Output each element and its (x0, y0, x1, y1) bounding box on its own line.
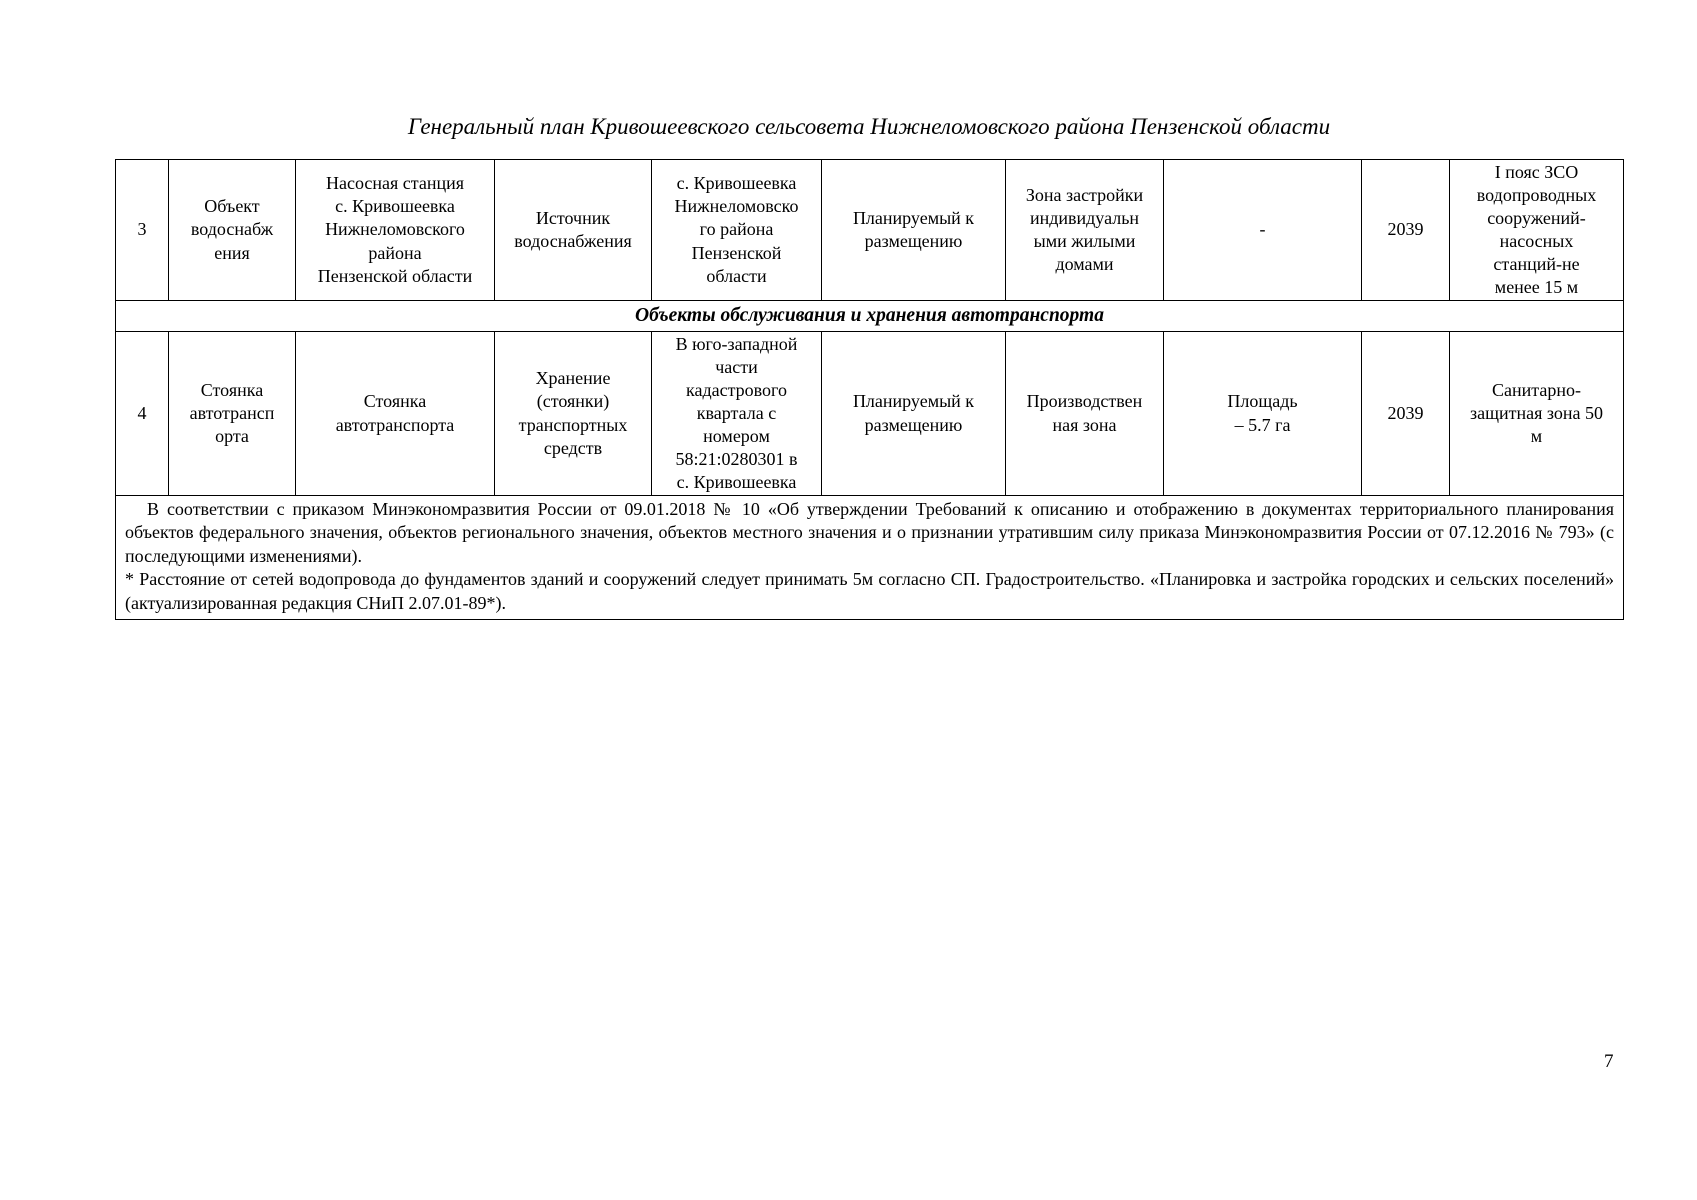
cell-location: с. Кривошеевка Нижнеломовско го района Пензенской области (652, 160, 822, 301)
cell-purpose: Источник водоснабжения (495, 160, 652, 301)
document-header: Генеральный план Кривошеевского сельсовета Нижнеломовского района Пензенской области (407, 114, 1331, 139)
page-number: 7 (1604, 1051, 1614, 1072)
cell-purpose: Хранение (стоянки) транспортных средств (495, 332, 652, 496)
notes-row (116, 496, 1624, 620)
cell-year: 2039 (1362, 332, 1450, 496)
cell-object-name: Стоянка автотранспорта (296, 332, 495, 496)
cell-number: 3 (116, 160, 169, 301)
cell-restrictions: I пояс ЗСО водопроводных сооружений- насосных станций-не менее 15 м (1450, 160, 1624, 301)
notes-cell (116, 496, 1624, 620)
table-row (116, 332, 1624, 496)
section-heading-row (116, 301, 1624, 332)
cell-characteristics: - (1164, 160, 1362, 301)
cell-restrictions: Санитарно- защитная зона 50 м (1450, 332, 1624, 496)
footnote: * Расстояние от сетей водопровода до фундаментов зданий и сооружений следует принимать 5м согласно СП. Градостроительство. «Планировка и застройка городских и сельских поселений» (актуализированная редакция СНиП 2.07.01-89*). (125, 569, 1614, 613)
cell-year: 2039 (1362, 160, 1450, 301)
cell-object-name: Насосная станция с. Кривошеевка Нижнеломовского района Пензенской области (296, 160, 495, 301)
cell-object-type: Объект водоснабж ения (169, 160, 296, 301)
cell-status: Планируемый к размещению (822, 160, 1006, 301)
section-heading: Объекты обслуживания и хранения автотранспорта (116, 301, 1624, 332)
table-row (116, 160, 1624, 301)
cell-status: Планируемый к размещению (822, 332, 1006, 496)
cell-characteristics: Площадь – 5.7 га (1164, 332, 1362, 496)
cell-zone: Производствен ная зона (1006, 332, 1164, 496)
cell-object-type: Стоянка автотрансп орта (169, 332, 296, 496)
regulation-note: В соответствии с приказом Минэкономразвития России от 09.01.2018 № 10 «Об утверждении Требований к описанию и отображению в документах территориального планирования объектов федерального значения, объектов регионального значения, объектов местного значения и о признании утратившим силу приказа Минэкономразвития России от 07.12.2016 № 793» (с последующими изменениями). (125, 499, 1614, 566)
objects-table (115, 159, 1624, 620)
cell-location: В юго-западной части кадастрового квартала с номером 58:21:0280301 в с. Кривошеевка (652, 332, 822, 496)
cell-number: 4 (116, 332, 169, 496)
cell-zone: Зона застройки индивидуальн ыми жилыми домами (1006, 160, 1164, 301)
